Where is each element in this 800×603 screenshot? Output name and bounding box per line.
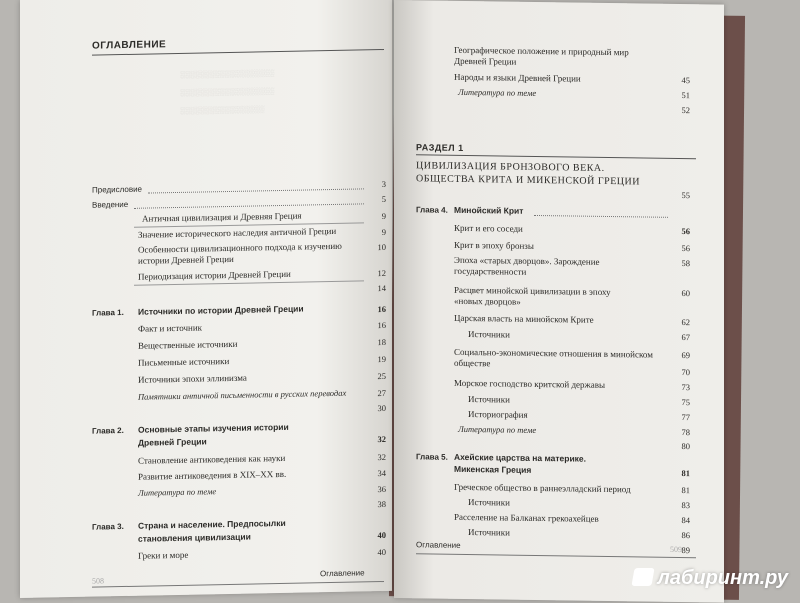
toc-entry[interactable]: Письменные источники (138, 355, 230, 368)
leader-dots (534, 215, 668, 218)
toc-entry[interactable]: Источники (468, 329, 510, 340)
page-number: 32 (377, 451, 386, 463)
toc-entry[interactable]: Народы и языки Древней Греции (454, 71, 581, 84)
toc-entry[interactable]: Особенности цивилизационного подхода к изучению (138, 240, 342, 255)
page-number: 56 (681, 243, 690, 254)
page-number: 81 (681, 468, 690, 479)
page-number: 3 (381, 178, 386, 190)
watermark-text: лабиринт.ру (657, 567, 788, 589)
page-number: 69 (681, 350, 690, 361)
toc-entry[interactable]: Царская власть на минойском Крите (454, 312, 594, 325)
page-number: 9 (381, 210, 386, 222)
left-page (20, 0, 392, 598)
toc-entry[interactable]: Античная цивилизация и Древняя Греция (142, 210, 302, 224)
section-title[interactable]: ОБЩЕСТВА КРИТА И МИКЕНСКОЙ ГРЕЦИИ (416, 173, 640, 188)
bleed-through-text: ░░░░░░░░░░░░░░░░░░░ (180, 69, 275, 79)
page-number: 16 (377, 319, 386, 331)
section-rule (416, 154, 696, 159)
page-number: 58 (681, 258, 690, 269)
page-number: 18 (377, 336, 386, 348)
toc-entry[interactable]: Социально-экономические отношения в минойском (454, 346, 653, 360)
page-number: 89 (681, 545, 690, 556)
chapter-label: Глава 2. (92, 426, 124, 436)
leader-dots (134, 203, 364, 208)
toc-entry[interactable]: Крит и его соседи (454, 222, 523, 234)
toc-entry[interactable]: Источники эпохи эллинизма (138, 372, 247, 385)
page-number: 78 (681, 427, 690, 438)
page-number: 10 (377, 241, 386, 253)
toc-entry[interactable]: Греки и море (138, 549, 189, 561)
chapter-title[interactable]: Основные этапы изучения истории (138, 421, 289, 435)
running-footer: Оглавление (416, 540, 461, 550)
page-number: 51 (681, 90, 690, 101)
page-number: 62 (681, 317, 690, 328)
page-number: 12 (377, 267, 386, 279)
page-number: 16 (377, 303, 386, 315)
page-number: 55 (681, 190, 690, 201)
toc-entry[interactable]: обществе (454, 357, 491, 369)
toc-entry[interactable]: Крит в эпоху бронзы (454, 239, 534, 251)
toc-entry[interactable]: Источники (468, 394, 510, 405)
toc-entry[interactable]: Источники (468, 527, 510, 538)
page-number: 34 (377, 467, 386, 479)
folio: 508 (92, 576, 104, 586)
toc-entry[interactable]: Значение исторического наследия античной Греции (138, 225, 337, 240)
footer-rule (416, 553, 696, 558)
chapter-title[interactable]: Источники по истории Древней Греции (138, 303, 304, 317)
page-number: 5 (381, 193, 386, 205)
chapter-title[interactable]: Древней Греции (138, 436, 207, 448)
chapter-label: Глава 4. (416, 205, 448, 215)
page-number: 40 (377, 529, 386, 541)
page-number: 45 (681, 75, 690, 86)
chapter-label: Глава 1. (92, 308, 124, 318)
page-number: 75 (681, 397, 690, 408)
page-number: 73 (681, 382, 690, 393)
toc-entry[interactable]: Введение (92, 199, 129, 210)
chapter-title[interactable]: Страна и население. Предпосылки (138, 517, 286, 531)
bleed-through-text: ░░░░░░░░░░░░░░░░░░░ (180, 87, 275, 97)
page-number: 14 (377, 282, 386, 294)
page-number: 32 (377, 433, 386, 445)
page-number: 9 (381, 226, 386, 238)
running-footer: Оглавление (320, 568, 365, 579)
page-number: 83 (681, 500, 690, 511)
section-label: РАЗДЕЛ 1 (416, 142, 464, 153)
toc-entry[interactable]: Эпоха «старых дворцов». Зарождение (454, 254, 600, 267)
toc-entry[interactable]: Становление антиковедения как науки (138, 452, 286, 466)
toc-entry[interactable]: Литература по теме (458, 423, 537, 435)
leader-dots (148, 188, 364, 193)
toc-entry[interactable]: Развитие антиковедения в XIX–XX вв. (138, 468, 287, 482)
page-number: 30 (377, 402, 386, 414)
toc-entry[interactable]: Литература по теме (458, 86, 537, 98)
toc-entry[interactable]: Расцвет минойской цивилизации в эпоху (454, 284, 611, 298)
left-page-header: ОГЛАВЛЕНИЕ (92, 39, 167, 52)
toc-entry[interactable]: Периодизация истории Древней Греции (138, 268, 291, 282)
chapter-title[interactable]: становления цивилизации (138, 531, 251, 544)
toc-entry[interactable]: Предисловие (92, 184, 142, 195)
page-number: 81 (681, 485, 690, 496)
page-number: 38 (377, 498, 386, 510)
right-page (394, 0, 724, 603)
chapter-title[interactable]: Микенская Греция (454, 463, 532, 475)
toc-entry[interactable]: Морское господство критской державы (454, 377, 606, 390)
page-number: 86 (681, 530, 690, 541)
toc-entry[interactable]: Литература по теме (138, 486, 217, 498)
bleed-through-text: ░░░░░░░░░░░░░░░░░ (180, 105, 265, 115)
page-number: 77 (681, 412, 690, 423)
page-number: 60 (681, 288, 690, 299)
toc-entry[interactable]: Памятники античной письменности в русских переводах (138, 387, 347, 402)
page-number: 40 (377, 546, 386, 558)
toc-entry[interactable]: Расселение на Балканах грекоахейцев (454, 511, 599, 524)
toc-entry[interactable]: «новых дворцов» (454, 295, 521, 307)
page-number: 70 (681, 367, 690, 378)
page-number: 67 (681, 332, 690, 343)
page-number: 27 (377, 387, 386, 399)
page-number: 52 (681, 105, 690, 116)
chapter-label: Глава 3. (92, 522, 124, 532)
toc-entry[interactable]: Греческое общество в раннеэлладский период (454, 481, 631, 495)
toc-entry[interactable]: Географическое положение и природный мир (454, 44, 629, 58)
footer-rule (92, 581, 384, 588)
chapter-title[interactable]: Минойский Крит (454, 204, 524, 216)
toc-entry[interactable]: истории Древней Греции (138, 253, 234, 266)
page-number: 19 (377, 353, 386, 365)
toc-entry[interactable]: государственности (454, 265, 527, 277)
toc-entry[interactable]: Вещественные источники (138, 338, 238, 351)
toc-entry[interactable]: Факт и источник (138, 322, 203, 334)
chapter-label: Глава 5. (416, 452, 448, 462)
page-number: 56 (681, 226, 690, 237)
labirint-logo-icon (632, 568, 655, 586)
page-number: 80 (681, 441, 690, 452)
toc-entry[interactable]: Историография (468, 409, 528, 420)
watermark (633, 567, 788, 590)
toc-entry[interactable]: Древней Греции (454, 55, 517, 67)
folio: 509 (670, 544, 682, 555)
chapter-title[interactable]: Ахейские царства на материке. (454, 451, 587, 464)
page-number: 84 (681, 515, 690, 526)
section-title[interactable]: ЦИВИЛИЗАЦИЯ БРОНЗОВОГО ВЕКА. (416, 160, 605, 174)
toc-entry[interactable]: Источники (468, 497, 510, 508)
page-number: 36 (377, 483, 386, 495)
page-number: 25 (377, 370, 386, 382)
